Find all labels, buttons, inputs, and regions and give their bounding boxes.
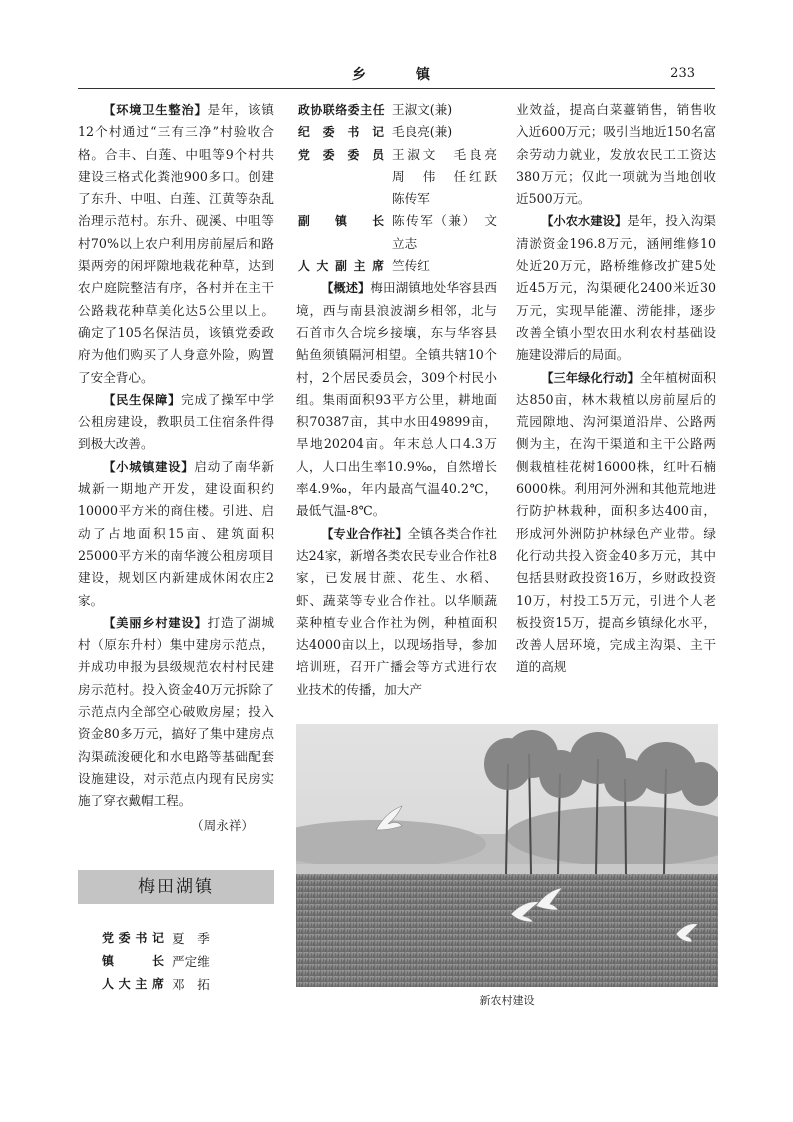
section-heading: 【概述】 [321,281,371,296]
paragraph-text: 完成了操军中学公租房建设，教职员工住宿条件得到极大改善。 [78,391,275,452]
page-number: 233 [670,66,695,81]
official-role: 副 镇 长 [298,214,384,229]
photo-caption: 新农村建设 [479,994,535,1007]
official-name: 王淑文(兼) [392,102,453,117]
author-byline: （周永祥） [191,817,254,833]
official-name: 毛良亮(兼) [392,124,453,140]
leader-name: 夏 季 [172,931,210,946]
leader-name: 邓 拓 [172,977,210,992]
section-heading: 【专业合作社】 [321,526,408,541]
official-name: 陈传军（兼） 文立志 [392,213,497,251]
paragraph-text: 打造了湖城村（原东升村）集中建房示范点，并成功申报为县级规范农村村民建房示范村。投入资金40万元拆除了示范点内全部空心破败房屋；投入资金80多万元，搞好了集中建房点沟渠疏浚硬化和水电路等基础配套设施建设，对示范点内现有民房实施了穿衣戴帽工程。 [78,614,275,809]
paragraph-text: 业效益，提高白菜薹销售，销售收入近600万元；吸引当地近150名富余劳动力就业，发放农民工工资达380万元；仅此一项就为当地创收近500万元。 [516,102,716,207]
running-header-title: 乡 镇 [352,67,448,83]
paragraph-text: 是年，投入沟渠清淤资金196.8万元，涵闸维修10处近20万元，路桥维修改扩建5处近45万元，沟渠硬化2400米近30万元，实现旱能灌、涝能排，逐步改善全镇小型农田水利农村基础设施建设滞后的局面。 [516,213,717,363]
official-name: 竺传红 [392,258,430,274]
official-role: 政协联络委主任 [298,103,384,117]
official-row [298,99,497,121]
official-row [298,121,497,143]
leader-row [102,973,210,996]
official-role: 纪委书记 [298,125,384,140]
column-2 [296,99,510,701]
leader-name: 严定维 [172,954,210,969]
section-heading: 【环境卫生整治】 [103,103,208,117]
officials-list [298,99,510,277]
paragraph-text: 梅田湖镇地处华容县西境，西与南县浪波湖乡相邻，北与石首市久合垸乡接壤，东与华容县鲇鱼须镇隔河相望。全镇共辖10个村，2个居民委员会，309个村民小组。集雨面积93平方公里，耕地面积70387亩，其中水田49899亩，旱地20204亩。年末总人口4.3万人，人口出生率10.9‰，自然增长率4.9‰，年内最高气温40.2℃，最低气温-8℃。 [296,280,498,519]
section-heading: 【三年绿化行动】 [541,370,640,385]
paragraph-greening [516,367,716,679]
section-heading: 【小农水建设】 [541,214,628,229]
official-role: 党委委员 [298,147,384,162]
town-name-heading: 梅田湖镇 [78,870,274,904]
paragraph-text: 全年植树面积达850亩，林木栽植以房前屋后的荒园隙地、沟河渠道沿岸、公路两侧为主，在沟干渠道和主干公路两侧栽植桂花树16000株，红叶石楠6000株。利用河外洲和其他荒地进行防护林栽种，面积多达400亩，形成河外洲防护林绿色产业带。绿化行动共投入资金40多万元，其中包括县财政投资16万，乡财政投资10万，村投工5万元，引进个人老板投资15万，提高乡镇绿化水平，改善人居环境，完成主沟渠、主干道的高规 [516,369,717,675]
paragraph-text: 是年，该镇12个村通过“三有三净”村验收合格。合丰、白莲、中咀等9个村共建设三格式化粪池900多口。创建了东升、中咀、白莲、江黄等杂乱治理示范村。东升、砚溪、中咀等村70%以上农户利用房前屋后和路渠两旁的闲坪隙地栽花种草，达到农户庭院整洁有序，各村并在主干公路栽花种草美化达5公里以上。确定了105名保洁员，该镇党委政府为他们购买了人身意外险，购置了安全背心。 [78,102,275,385]
rural-photo-image [296,724,718,987]
column-3 [516,99,716,679]
header-rule [78,88,715,89]
paragraph-sanitation [78,99,274,389]
leader-role: 镇 长 [102,954,164,968]
section-heading: 【民生保障】 [103,392,182,407]
rural-photo [296,724,718,987]
paragraph-small-town [78,456,274,612]
leader-row [102,927,210,950]
paragraph-overview [296,277,497,522]
paragraph-text: 启动了南华新城新一期地产开发，建设面积约10000平方米的商住楼。引进、启动了占地面积15亩、建筑面积25000平方米的南华渡公租房项目建设，规划区内新建成休闲农庄2家。 [78,458,274,608]
official-role: 人大副主席 [298,259,384,274]
paragraph-livelihood [78,389,274,456]
section-heading: 【美丽乡村建设】 [103,615,208,630]
paragraph-beautiful-village [78,612,274,813]
official-row [298,210,497,255]
section-heading: 【小城镇建设】 [103,459,195,474]
leader-row [102,950,210,973]
column-1 [78,99,274,837]
leader-role: 党委书记 [102,931,164,945]
leader-role: 人大主席 [102,977,164,991]
official-name: 王淑文 毛良亮 周 伟 任红跃 陈传军 [392,146,510,207]
official-row [298,144,510,211]
paragraph-irrigation [516,210,716,366]
paragraph-continued [516,99,716,210]
town-leaders [102,927,210,996]
official-row [298,255,497,277]
paragraph-cooperatives [296,523,497,701]
paragraph-text: 全镇各类合作社达24家，新增各类农民专业合作社8家，已发展甘蔗、花生、水稻、虾、蔬菜等专业合作社。以华顺蔬菜种植专业合作社为例，种植面积达4000亩以上，以现场指导，参加培训班，召开广播会等方式进行农业技术的传播，加大产 [296,525,498,697]
